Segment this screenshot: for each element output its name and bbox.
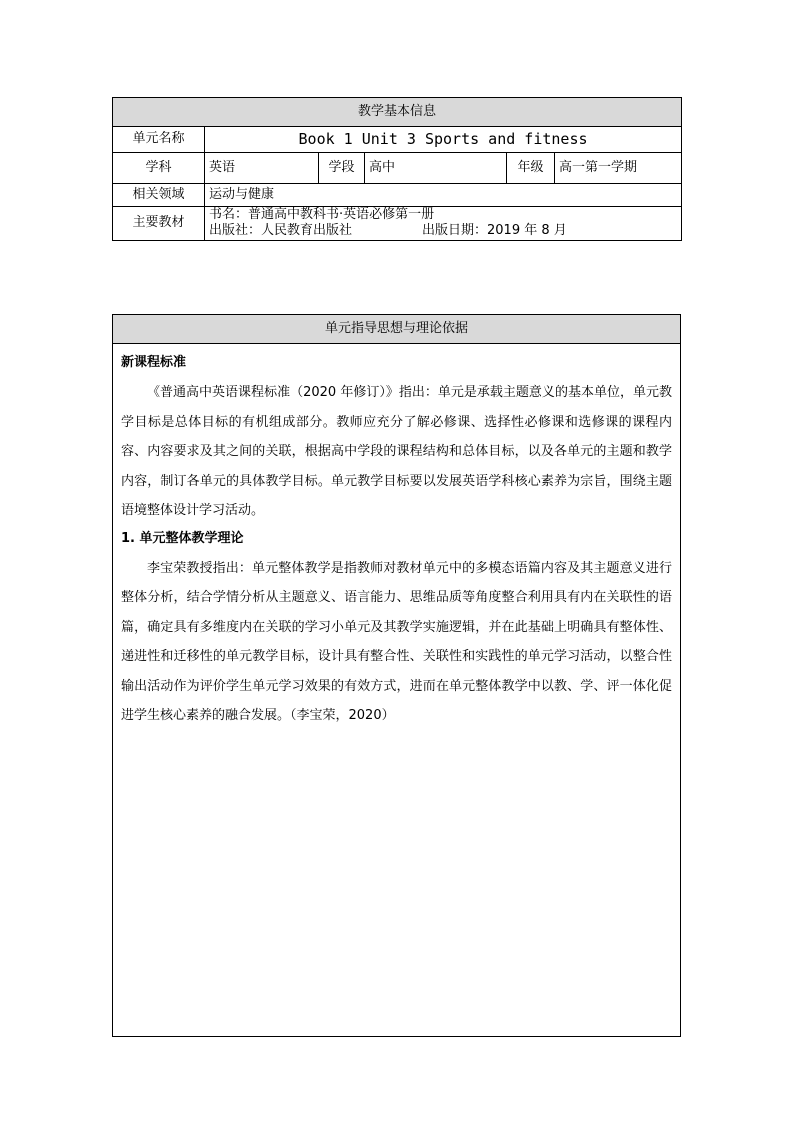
stage-label: 学段 xyxy=(319,153,365,184)
guide-theory-table xyxy=(112,314,681,1037)
publisher-row xyxy=(209,223,677,239)
paragraph-unit-theory: 李宝荣教授指出：单元整体教学是指教师对教材单元中的多模态语篇内容及其主题意义进行整体分析，结合学情分析从主题意义、语言能力、思维品质等角度整合利用具有内在关联性的语篇，确定具有多维度内在关联的学习小单元及其教学实施逻辑，并在此基础上明确具有整体性、递进性和迁移性的单元教学目标，设计具有整合性、关联性和实践性的单元学习活动，以整合性输出活动作为评价学生单元学习效果的有效方式，进而在单元整体教学中以教、学、评一体化促进学生核心素养的融合发展。（李宝荣，2020） xyxy=(121,560,672,723)
publisher-line: 出版社：人民教育出版社 xyxy=(209,223,353,239)
section-title-unit-theory: 1. 单元整体教学理论 xyxy=(121,530,244,546)
guide-theory-header: 单元指导思想与理论依据 xyxy=(113,315,681,344)
section-title-new-standard: 新课程标准 xyxy=(121,355,187,370)
unit-name-label: 单元名称 xyxy=(113,127,205,153)
grade-value: 高一第一学期 xyxy=(555,153,682,184)
material-value xyxy=(205,207,682,241)
grade-label: 年级 xyxy=(507,153,555,184)
basic-info-header: 教学基本信息 xyxy=(113,98,682,127)
publish-date: 出版日期：2019 年 8 月 xyxy=(422,223,567,239)
paragraph-new-standard: 《普通高中英语课程标准（2020 年修订）》指出：单元是承载主题意义的基本单位，单元教学目标是总体目标的有机组成部分。教师应充分了解必修课、选择性必修课和选修课的课程内容、内容要求及其之间的关联，根据高中学段的课程结构和总体目标，以及各单元的主题和教学内容，制订各单元的具体教学目标。单元教学目标要以发展英语学科核心素养为宗旨，围绕主题语境整体设计学习活动。 xyxy=(121,385,672,518)
unit-name-value: Book 1 Unit 3 Sports and fitness xyxy=(205,127,682,153)
subject-value: 英语 xyxy=(205,153,319,184)
basic-info-table xyxy=(112,97,682,241)
stage-value: 高中 xyxy=(365,153,507,184)
domain-label: 相关领域 xyxy=(113,184,205,207)
guide-theory-body xyxy=(113,344,681,1037)
domain-value: 运动与健康 xyxy=(205,184,682,207)
material-label: 主要教材 xyxy=(113,207,205,241)
subject-label: 学科 xyxy=(113,153,205,184)
book-line: 书名：普通高中教科书·英语必修第一册 xyxy=(209,207,435,222)
